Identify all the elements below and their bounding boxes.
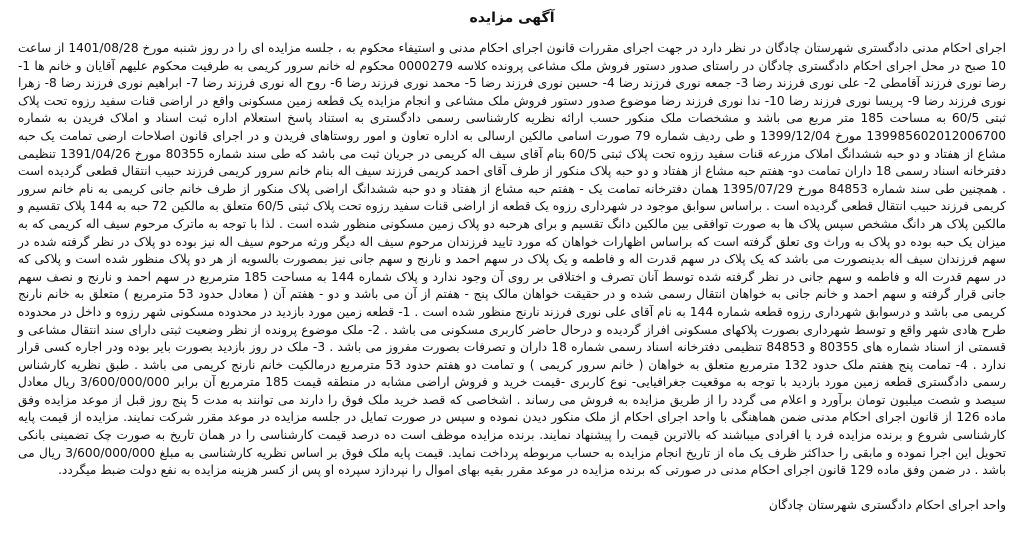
notice-body: اجرای احکام مدنی دادگستری شهرستان چادگان در نظر دارد در جهت اجرای مقررات قانون اجرای احکام مدنی و استیفاء محکوم به ، جلسه مزایده ای را در روز شنبه مورخ 1401/08/28 از ساعت 10 صبح در محل اجرای احکام دادگستری چادگان در راستای صدور دستور فروش ملک مشاعی پرونده کلاسه 0000279 محکوم له خانم سرور کریمی به طرفیت محکوم علیهم آقایان و خانم ها 1- رضا نوری فرزند آقامطی 2- علی نوری فرزند رضا 3- جمعه نوری فرزند رضا 4- حسین نوری فرزند رضا 5- محمد نوری فرزند رضا 6- روح اله نوری فرزند رضا 7- ابراهیم نوری فرزند رضا 8- زهرا نوری فرزند رضا 9- پریسا نوری فرزند رضا 10- ندا نوری فرزند رضا موضوع صدور دستور فروش ملک مشاعی و انجام مزایده یک قطعه زمین مسکونی واقع در اراضی قنات سفید رزوه تحت پلاک ثبتی 60/5 به مساحت 185 متر مربع می باشد و مشخصات ملک منکور حسب ارائه نظریه کارشناسی رسمی دادگستری به استناد پاسخ استعلام اداره ثبت اسناد و املاک فریدن به شماره 139985602012006700 مورخ 1399/12/04 و طی ردیف شماره 79 صورت اسامی مالکین ارسالی به اداره تعاون و امور روستاهای فریدن و در اجرای قانون اصلاحات ارضی تمامت یک حبه مشاع از هفتاد و دو حبه ششدانگ املاک مزرعه قنات سفید رزوه تحت پلاک ثبتی 60/5 بنام آقای سیف اله کریمی در جریان ثبت می باشد که طی سند شماره 80355 مورخ 1391/04/26 تنظیمی دفترخانه اسناد رسمی 18 داران تمامت دو- هفتم حبه مشاع از هفتاد و دو حبه پلاک منکور از طرف آقای احمد کریمی فرزند سیف اله بنام خانم سرور کریمی فرزند حبیب انتقال قطعی گردیده است . همچنین طی سند شماره 84853 مورخ 1395/07/29 همان دفترخانه تمامت یک - هفتم حبه مشاع از هفتاد و دو حبه ششدانگ اراضی پلاک منکور از طرف خانم جانی کریمی به نام خانم سرور کریمی فرزند حبیب انتقال قطعی گردیده است . براساس سوابق موجود در شهرداری رزوه یک قطعه از اراضی قنات سفید رزوه تحت پلاک ثبتی 60/5 متعلق به مالکین 72 حبه به 144 پلاک تقسیم و مالکین پلاک هر دانگ مشخص سپس پلاک ها به صورت توافقی بین مالکین دانگ تقسیم و برای هرحبه دو پلاک زمین مسکونی منظور شده است . لذا با توجه به ماترک مرحوم سیف اله کریمی که به میزان یک حبه بوده دو پلاک به وراث وی تعلق گرفته است که براساس اظهارات خواهان که مورد تایید فرزندان مرحوم سیف اله دیگر ورثه مرحوم سیف اله نیز بوده دو پلاک در نظر گرفته شده در سهم فرزندان سیف اله بدینصورت می باشد که یک پلاک در سهم قدرت اله و فاطمه و یک پلاک در سهم احمد و نارنج و سهم جانی نیز بمصورت بالسویه از هر دو پلاک منظور شده است و پلاکی که در سهم قدرت اله و فاطمه و سهم جانی در نظر گرفته شده توسط آنان تصرف و اختلافی بر روی آن وجود ندارد و پلاک شماره 144 به مساحت 185 مترمربع در سهم احمد و نارنج و نصف سهم جانی قرار گرفته و سهم احمد و خانم جانی به خواهان انتقال رسمی شده و در حقیقت خواهان مالک پنج - هفتم از آن می باشد و دو - هفتم آن ( معادل حدود 53 مترمربع ) متعلق به خانم نارنج کریمی می باشد و درسوابق شهرداری رزوه قطعه شماره 144 به نام آقای علی نوری فرزند نارنج منظور شده است . 1- قطعه زمین مورد بازدید در محدوده مسکونی شهر رزوه و داخل در محدوده طرح هادی شهر واقع و توسط شهرداری بصورت پلاکهای مسکونی افراز گردیده و درحال حاضر کاربری مسکونی می باشد . 2- ملک موضوع پرونده از نظر وضعیت ثبتی دارای سند انتقال مشاعی و قسمتی از اسناد شماره های 80355 و 84853 تنظیمی دفترخانه اسناد رسمی شماره 18 داران و تصرفات بصورت مفروز می باشد . 3- ملک در روز بازدید بصورت بایر بوده ودر اجاره کسی قرار ندارد . 4- تمامت پنج هفتم ملک حدود 132 مترمربع متعلق به خواهان ( خانم سرور کریمی ) و تمامت دو هفتم حدود 53 مترمربع درمالکیت خانم نارنج کریمی می باشد . طبق نظریه کارشناس رسمی دادگستری قطعه زمین مورد بازدید با توجه به موقعیت جغرافیایی- نوع کاربری -قیمت خرید و فروش اراضی مشابه در منطقه قیمت 185 مترمربع آن برابر 3/600/000/000 ریال معادل سیصد و شصت میلیون تومان برآورد و اعلام می گردد را از طریق مزایده به فروش می رساند . اشخاصی که قصد خرید ملک فوق را دارند می توانند به مدت 5 پنج روز قبل از موعد مزایده وفق ماده 126 از قانون اجرای احکام مدنی ضمن هماهنگی با واحد اجرای احکام از ملک منکور دیدن نموده و سپس در صورت تمایل در جلسه مزایده در موعد مقرر شرکت نمایند. مزایده از قیمت پایه کارشناسی شروع و برنده مزایده فرد یا افرادی میباشند که بالاترین قیمت را پیشنهاد نمایند. برنده مزایده موظف است ده درصد قیمت کارشناسی را در همان تاریخ به صورت چک تضمینی بانکی تحویل این اجرا نموده و مابقی را حداکثر ظرف یک ماه از تاریخ انجام مزایده به حساب مربوطه پرداخت نماید. قیمت پایه ملک فوق بر اساس نظریه کارشناسی به مبلغ 3/600/000/000 ریال می باشد . در ضمن وفق ماده 129 قانون اجرای احکام مدنی در صورتی که برنده مزایده در موعد مقرر بقیه بهای اموال را نپردازد سپرده او پس از کسر هزینه مزایده به نفع دولت ضبط میگردد. xyxy=(18,41,1007,478)
notice-title: آگهی مزایده xyxy=(469,10,555,26)
notice-signature: واحد اجرای احکام دادگستری شهرستان چادگان xyxy=(768,497,1006,512)
